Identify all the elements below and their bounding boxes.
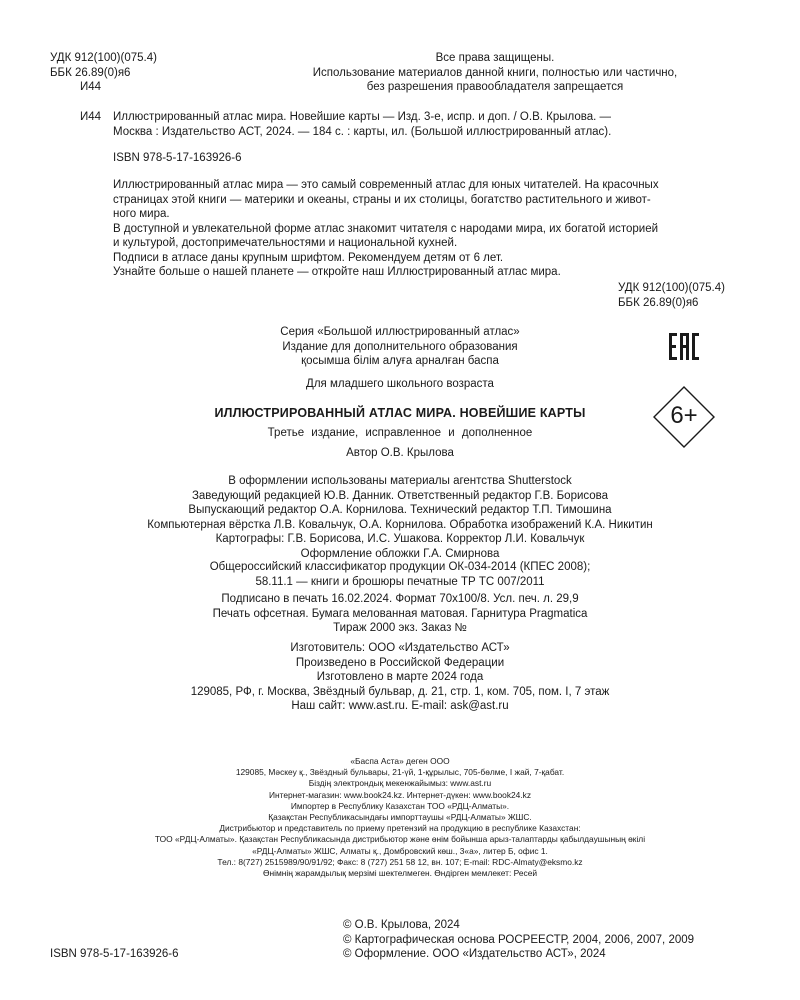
series-line: Серия «Большой иллюстрированный атлас» [280,326,520,338]
kz-info-line: «Баспа Аста» деген ООО [350,756,450,766]
annotation-line: Подписи в атласе даны крупным шрифтом. Рекомендуем детям от 6 лет. [113,251,504,264]
credits-block [50,474,750,561]
isbn-main: ISBN 978-5-17-163926-6 [113,152,242,164]
kz-info-line: «РДЦ-Алматы» ЖШС, Алматы қ., Домбровский көш., 3«а», литер Б, офис 1. [252,845,548,856]
kz-info-line: 129085, Мәскеу қ., Звёздный бульвары, 21-үй, 1-құрылыс, 705-бөлме, I жай, 7-қабат. [235,767,565,778]
biblio-index: И44 [80,111,102,123]
bbk-code-right: ББК 26.89(0)я6 [618,296,699,309]
print-info-line: Подписано в печать 16.02.2024. Формат 70х100/8. Усл. печ. л. 29,9 [221,593,579,605]
manufacturer-line: 129085, РФ, г. Москва, Звёздный бульвар, д. 21, стр. 1, ком. 705, пом. I, 7 этаж [190,685,610,698]
udk-code-right: УДК 912(100)(075.4) [618,282,725,294]
credits-line: Картографы: Г.В. Борисова, И.С. Ушакова. Корректор Л.И. Ковальчук [215,533,585,545]
book-title: ИЛЛЮСТРИРОВАННЫЙ АТЛАС МИРА. НОВЕЙШИЕ КАРТЫ [214,406,586,420]
series-block [230,325,570,391]
audience-line: Для младшего школьного возраста [306,377,494,390]
kazakhstan-info-block [40,756,760,879]
isbn-bottom: ISBN 978-5-17-163926-6 [50,948,179,960]
manufacturer-line: Изготовитель: ООО «Издательство АСТ» [290,642,510,654]
manufacturer-line: Наш сайт: www.ast.ru. E-mail: ask@ast.ru [291,700,509,712]
biblio-line: Москва : Издательство АСТ, 2024. — 184 с. : карты, ил. (Большой иллюстрированный атлас). [113,125,612,138]
annotation-line: Иллюстрированный атлас мира — это самый современный атлас для юных читателей. На красочных [113,179,659,191]
annotation-line: и культурой, достопримечательностями и национальной кухней. [113,237,458,249]
age-rating-label: 6+ [670,402,698,429]
credits-line: В оформлении использованы материалы агентства Shutterstock [228,475,572,487]
copyright-line: © О.В. Крылова, 2024 [343,919,460,931]
credits-line: Оформление обложки Г.А. Смирнова [300,547,500,560]
kz-info-line: Қазақстан Республикасындағы импорттаушы «РДЦ-Алматы» ЖШС. [268,812,532,823]
annotation-line: В доступной и увлекательной форме атлас знакомит читателя с народами мира, их богатой историей [113,222,659,235]
codes-top-left [50,51,157,95]
classification-line: 58.11.1 — книги и брошюры печатные ТР ТС 007/2011 [255,575,545,588]
manufacturer-block [50,641,750,714]
annotation-line: страницах этой книги — материки и океаны, страны и их столицы, богатство растительного и живот- [113,193,651,206]
author-line: Автор О.В. Крылова [346,447,454,459]
rights-notice [270,51,720,95]
print-info-line: Печать офсетная. Бумага мелованная матовая. Гарнитура Pragmatica [212,607,588,620]
credits-line: Заведующий редакцией Ю.В. Данник. Ответственный редактор Г.В. Борисова [191,489,609,502]
print-info-block [50,592,750,636]
kz-info-line: Дистрибьютор и представитель по приему претензий на продукцию в республике Казахстан: [219,823,581,834]
edition-line: Третье издание, исправленное и дополненное [267,427,533,439]
kz-info-line: ТОО «РДЦ-Алматы». Қазақстан Республикасында дистрибьютор және өнім бойынша арыз-талаптарды қабылдаушының өкілі [154,834,646,845]
annotation-line: ного мира. [113,208,170,220]
rights-line: Использование материалов данной книги, полностью или частично, [312,66,678,79]
classification-line: Общероссийский классификатор продукции ОК-034-2014 (КПЕС 2008); [209,561,591,573]
kz-info-line: Өнімнің жарамдылық мерзімі шектелмеген. Өндірген мемлекет: Ресей [262,868,538,879]
udk-code: УДК 912(100)(075.4) [50,52,157,64]
kz-info-line: Интернет-магазин: www.book24.kz. Интернет-дүкен: www.book24.kz [268,789,532,800]
codes-right [618,281,725,310]
kz-info-line: Импортер в Республику Казахстан ТОО «РДЦ-Алматы». [290,800,510,811]
edition-purpose-ru: Издание для дополнительного образования [282,340,518,353]
print-info-line: Тираж 2000 экз. Заказ № [333,622,467,634]
annotation [113,178,659,280]
age-rating-mark [652,385,716,449]
author-mark: И44 [80,81,102,93]
credits-line: Выпускающий редактор О.А. Корнилова. Технический редактор Т.П. Тимошина [188,504,612,516]
kz-info-line: Біздің электрондық мекенжайымыз: www.ast.ru [308,778,492,789]
rights-line: Все права защищены. [435,52,555,64]
classification-block [50,560,750,589]
copyright-line: © Картографическая основа РОСРЕЕСТР, 2004, 2006, 2007, 2009 [343,933,695,946]
edition-purpose-kz: қосымша білім алуға арналған баспа [301,355,499,367]
eac-mark-icon [669,333,699,365]
biblio-line: Иллюстрированный атлас мира. Новейшие карты — Изд. 3-е, испр. и доп. / О.В. Крылова. — [113,111,611,123]
manufacturer-line: Произведено в Российской Федерации [295,656,505,669]
kz-info-line: Тел.: 8(727) 2515989/90/91/92; Факс: 8 (727) 251 58 12, вн. 107; E-mail: RDC-Almaty@eksmo.kz [217,856,583,867]
biblio-record [113,110,611,139]
annotation-line: Узнайте больше о нашей планете — откройте наш Иллюстрированный атлас мира. [113,266,561,278]
rights-line: без разрешения правообладателя запрещается [366,81,624,93]
bbk-code: ББК 26.89(0)я6 [50,66,131,79]
manufacturer-line: Изготовлено в марте 2024 года [316,671,484,683]
credits-line: Компьютерная вёрстка Л.В. Ковальчук, О.А. Корнилова. Обработка изображений К.А. Никитин [147,518,653,531]
copyright-line: © Оформление. ООО «Издательство АСТ», 2024 [343,948,606,960]
copyright-block [343,918,694,962]
